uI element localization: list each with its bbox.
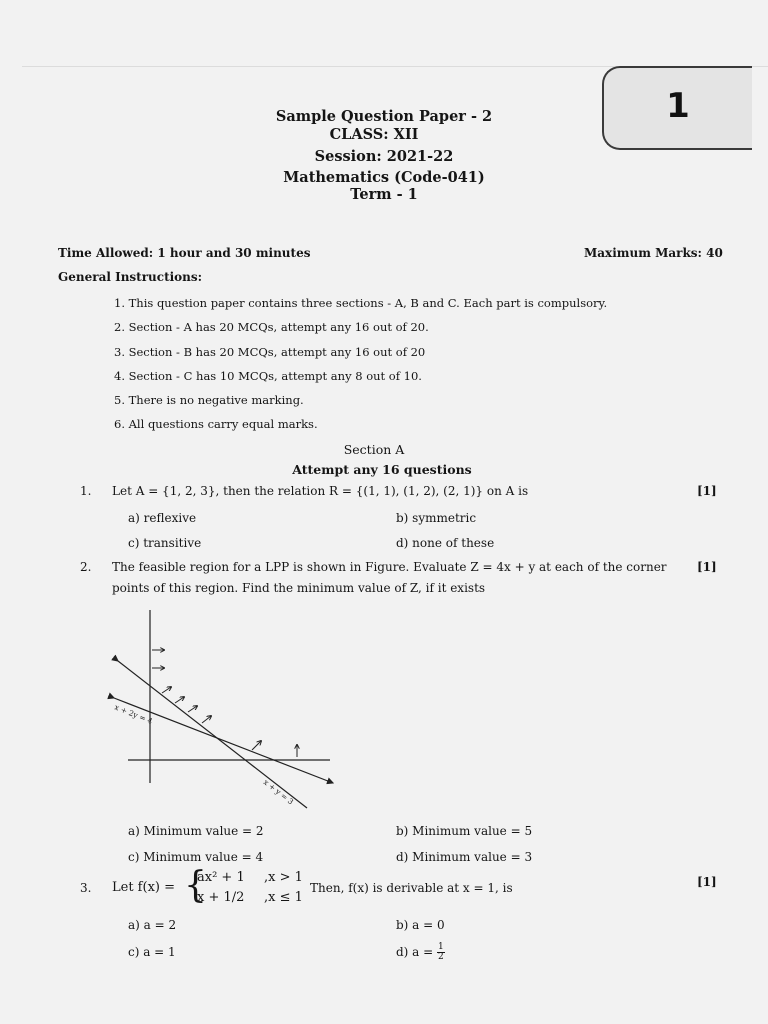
- session-label: Session: 2021-22: [314, 148, 454, 165]
- section-subtitle: Attempt any 16 questions: [292, 462, 472, 477]
- feasible-region-figure: [100, 605, 345, 815]
- instruction-item: 3. Section - B has 20 MCQs, attempt any 16 out of 20: [114, 345, 426, 359]
- option-c: c) a = 1: [128, 945, 176, 959]
- paper-title: Sample Question Paper - 2: [275, 108, 493, 125]
- line-x-plus-2y: [114, 698, 333, 783]
- option-a: a) reflexive: [128, 511, 197, 525]
- piece2-condition: ,x ≤ 1: [264, 890, 303, 905]
- function-prefix: Let f(x) =: [112, 880, 175, 895]
- section-title: Section A: [343, 442, 405, 457]
- option-c: c) Minimum value = 4: [128, 850, 264, 864]
- time-allowed: Time Allowed: 1 hour and 30 minutes: [58, 246, 311, 260]
- question-text-line1: The feasible region for a LPP is shown in Figure. Evaluate Z = 4x + y at each of the corner: [112, 560, 667, 574]
- fraction: [437, 943, 445, 962]
- instruction-item: 2. Section - A has 20 MCQs, attempt any 16 out of 20.: [114, 320, 429, 334]
- question-number: 1.: [80, 484, 92, 498]
- instruction-item: 4. Section - C has 10 MCQs, attempt any 8 out of 10.: [114, 369, 422, 383]
- option-c: c) transitive: [128, 536, 202, 550]
- option-d: d) none of these: [396, 536, 495, 550]
- question-marks: [1]: [697, 560, 717, 574]
- piece1-condition: ,x > 1: [264, 870, 303, 885]
- option-d: d) Minimum value = 3: [396, 850, 533, 864]
- piece1-expression: ax² + 1: [197, 870, 245, 885]
- question-number: 2.: [80, 560, 92, 574]
- instructions-heading: General Instructions:: [58, 270, 203, 284]
- question-text-line2: points of this region. Find the minimum value of Z, if it exists: [112, 581, 486, 595]
- instruction-item: 6. All questions carry equal marks.: [114, 417, 318, 431]
- option-b: b) symmetric: [396, 511, 477, 525]
- option-a: a) a = 2: [128, 918, 177, 932]
- class-label: CLASS: XII: [329, 126, 419, 143]
- label-x-plus-y: x + y = 3: [261, 777, 296, 807]
- fraction-numerator: 1: [438, 942, 444, 952]
- question-text: Then, f(x) is derivable at x = 1, is: [310, 881, 513, 895]
- piece2-expression: x + 1/2: [197, 890, 245, 905]
- instruction-item: 1. This question paper contains three sections - A, B and C. Each part is compulsory.: [114, 296, 608, 310]
- question-marks: [1]: [697, 875, 717, 889]
- question-text: Let A = {1, 2, 3}, then the relation R = {(1, 1), (1, 2), (2, 1)} on A is: [112, 484, 529, 498]
- option-d-prefix: d) a =: [396, 945, 434, 959]
- subject-label: Mathematics (Code-041): [283, 169, 485, 186]
- question-number: 3.: [80, 881, 92, 895]
- option-b: b) a = 0: [396, 918, 445, 932]
- maximum-marks: Maximum Marks: 40: [584, 246, 723, 260]
- option-b: b) Minimum value = 5: [396, 824, 533, 838]
- option-a: a) Minimum value = 2: [128, 824, 264, 838]
- piecewise-brace: {: [184, 865, 207, 906]
- fraction-denominator: 2: [438, 952, 444, 962]
- label-x-plus-2y: x + 2y = 4: [113, 702, 154, 726]
- term-label: Term - 1: [350, 186, 418, 203]
- option-d: [396, 943, 445, 962]
- instruction-item: 5. There is no negative marking.: [114, 393, 304, 407]
- question-marks: [1]: [697, 484, 717, 498]
- page-number: 1: [666, 86, 690, 126]
